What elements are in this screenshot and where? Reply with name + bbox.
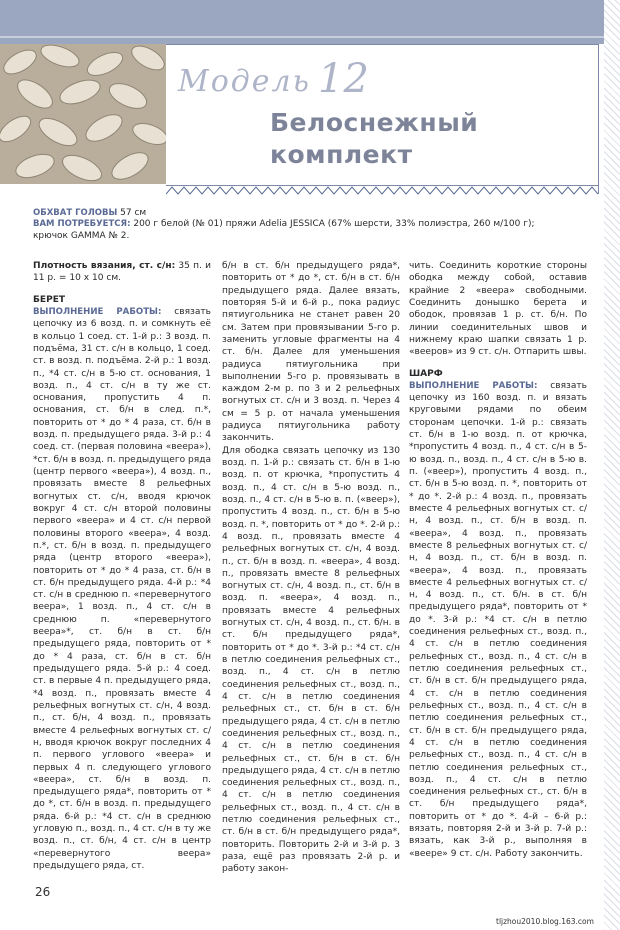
model-number: 12 xyxy=(318,56,369,102)
scarf-heading: ШАРФ xyxy=(409,368,443,379)
text-column-2 xyxy=(222,260,400,876)
text-column-1 xyxy=(33,260,211,872)
scarf-body: связать цепочку из 160 возд. п. и вязать круговыми рядами по обеим сторонам цепочки. 1-й р.: связать ст. б/н в 1-ю возд. п. от крючка, *пропустить 4 возд. п., 4 ст. с/н в 5-ю возд. п., возд. п., 4 ст. с/н в 5-ю в. п. («веер»), пропустить 4 возд. п., ст. б/н в 5-ю возд. п. *, повторить от * до *. 2-й р.: 4 возд. п., провязать вместе 4 рельефных вогнутых ст. с/н, 4 возд. п., ст. б/н в возд. п. «веера», 4 возд. п., провязать вместе 8 рельефных вогнутых ст. с/н, 4 возд. п., ст. б/н в возд. п. «веера», 4 возд. п., провязать вместе 4 рельефных вогнутых ст. с/н, 4 возд. п., ст. б/н. в ст. б/н предыдущего ряда*, повторить от * до *. 3-й р.: *4 ст. с/н в петлю соединения рельефных ст., возд. п., 4 ст. с/н в петлю соединения рельефных ст., возд. п., 4 ст. с/н в петлю соединения рельефных ст., ст. б/н в ст. б/н предыдущего ряда, 4 ст. с/н в петлю соединения рельефных ст., возд. п., 4 ст. с/н в петлю соединения рельефных ст., ст. б/н в ст. б/н предыдущего ряда, 4 ст. с/н в петлю соединения рельефных ст., возд. п., 4 ст. с/н в петлю соединения рельефных ст., возд. п., 4 ст. с/н в петлю соединения рельефных ст., ст. б/н в ст. б/н предыдущего ряда*, повторить от * до *. 4-й – 6-й р.: вязать, повторяя 2-й и 3-й р. 7-й р.: вязать, как 3-й р., выполняя в «веере» 9 ст. с/н. Работу закончить. xyxy=(409,380,587,859)
size-line xyxy=(33,208,593,219)
materials-label: ВАМ ПОТРЕБУЕТСЯ: xyxy=(33,219,131,230)
beret-heading: БЕРЕТ xyxy=(33,294,66,305)
page-title xyxy=(270,107,478,171)
page-number: 26 xyxy=(35,885,51,899)
model-label: Модель xyxy=(178,64,311,99)
materials-value: 200 г белой (№ 01) пряжи Adelia JESSICA (67% шерсти, 33% полиэстра, 260 м/100 г); xyxy=(133,219,535,230)
col2-paragraph-2: Для ободка связать цепочку из 130 возд. п. 1-й р.: связать ст. б/н в 1-ю возд. п. от крючка, *пропустить 4 возд. п., 4 ст. с/н в 5-ю возд. п., возд. п., 4 ст. с/н в 5-ю в. п. («веер»), пропустить 4 возд. п., ст. б/н в 5-ю возд. п. *, повторить от * до *. 2-й р.: 4 возд. п., провязать вместе 4 рельефных вогнутых ст. с/н, 4 возд. п., ст. б/н в возд. п. «веера», 4 возд. п., провязать вместе 8 рельефных вогнутых ст. с/н, 4 возд. п., ст. б/н в возд. п. «веера», 4 возд. п., провязать вместе 4 рельефных вогнутых ст. с/н, 4 возд. п., ст. б/н. в ст. б/н предыдущего ряда*, повторить от * до *. 3-й р.: *4 ст. с/н в петлю соединения рельефных ст., возд. п., 4 ст. с/н в петлю соединения рельефных ст., возд. п., 4 ст. с/н в петлю соединения рельефных ст., ст. б/н в ст. б/н предыдущего ряда, 4 ст. с/н в петлю соединения рельефных ст., возд. п., 4 ст. с/н в петлю соединения рельефных ст., ст. б/н в ст. б/н предыдущего ряда, 4 ст. с/н в петлю соединения рельефных ст., возд. п., 4 ст. с/н в петлю соединения рельефных ст., возд. п., 4 ст. с/н в петлю соединения рельефных ст., ст. б/н в ст. б/н предыдущего ряда*, повторить. Повторить 2-й и 3-й р. 3 раза, ещё раз провязать 2-й р. и работу закон- xyxy=(222,445,401,875)
col3-paragraph-1: чить. Соединить короткие стороны ободка между собой, оставив крайние 2 «веера» свободными. Соединить донышко берета и ободок, провязав 1 р. ст. б/н. По линии соединительных швов и нижнему краю шапки связать 1 р. «вееров» из 9 ст. с/н. Отпарить швы. xyxy=(409,261,587,358)
beret-exec-label: ВЫПОЛНЕНИЕ РАБОТЫ: xyxy=(33,306,162,317)
top-color-band xyxy=(0,0,620,44)
size-value: 57 см xyxy=(120,208,147,218)
size-label: ОБХВАТ ГОЛОВЫ xyxy=(33,208,118,218)
beret-body: связать цепочку из 6 возд. п. и сомкнуть её в кольцо 1 соед. ст. 1-й р.: 3 возд. п. подъёма, 31 ст. с/н в кольцо, 1 соед. ст. в возд. п. подъёма. 2-й р.: 1 возд. п., *4 ст. с/н в 5-ю ст. основания, 1 возд. п., 4 ст. с/н в ту же ст. основания, пропустить 4 п. основания, ст. б/н в след. п.*, повторить от * до * 4 раза, ст. б/н в возд. п. предыдущего ряда. 3-й р.: 4 соед. ст. (первая половина «веера»), *ст. б/н в возд. п. предыдущего ряда (центр первого «веера»), 4 возд. п., провязать вместе 8 рельефных вогнутых ст. с/н, вводя крючок вокруг 4 ст. с/н второй половины первого «веера» и 4 ст. с/н первой половины второго «веера», 4 возд. п.*, ст. б/н в возд. п. предыдущего ряда (центр второго «веера»), повторить от * до * 4 раза, ст. б/н в ст. б/н предыдущего ряда. 4-й р.: *4 ст. с/н в среднюю п. «перевернутого веера», 1 возд. п., 4 ст. с/н в среднюю п. «перевернутого веера»*, ст. б/н в ст. б/н предыдущего ряда, повторить от * до * 4 раза, ст. б/н в ст. б/н предыдущего ряда. 5-й р.: 4 соед. ст. в первые 4 п. предыдущего ряда, *4 возд. п., провязать вместе 4 рельефных вогнутых ст. с/н, 4 возд. п., ст. б/н, 4 возд. п., провязать вместе 4 рельефных вогнутых ст. с/н, вводя крючок вокруг последних 4 п. первого углового «веера» и первых 4 п. следующего углового «веера», ст. б/н в возд. п. предыдущего ряда*, повторить от * до *, ст. б/н в возд. п. предыдущего ряда. 6-й р.: *4 ст. с/н в среднюю угловую п., возд. п., 4 ст. с/н в ту же возд. п., ст. б/н, 4 ст. с/н в центр «перевернутого веера» предыдущего ряда, ст. xyxy=(33,306,211,871)
density-line xyxy=(33,260,211,285)
col2-paragraph-1: б/н в ст. б/н предыдущего ряда*, повторить от * до *, ст. б/н в ст. б/н предыдущего ряда. Далее вязать, повторяя 5-й и 6-й р., пока радиус пятиугольника не станет равен 20 см. Затем при провязывании 5-го р. заменить угловые фрагменты на 4 ст. б/н. Далее для уменьшения радиуса пятиугольника при выполнении 5-го р. провязывать в каждом 2-м р. по 3 и 2 рельефных вогнутых ст. с/н и 3 возд. п. Через 4 см = 5 р. от начала уменьшения радиуса пятиугольника работу закончить. xyxy=(222,261,400,444)
title-panel-rail xyxy=(598,44,599,194)
density-value: 35 п. и 11 р. = 10 x 10 см. xyxy=(33,261,211,284)
title-line-1: Белоснежный xyxy=(270,108,479,137)
knit-texture-photo xyxy=(0,44,166,184)
scarf-instructions xyxy=(409,380,587,860)
title-line-2: комплект xyxy=(270,140,413,169)
scarf-exec-label: ВЫПОЛНЕНИЕ РАБОТЫ: xyxy=(409,380,538,391)
hook-line: крючок GAMMA № 2. xyxy=(33,230,130,241)
density-label: Плотность вязания, ст. с/н: xyxy=(33,261,176,271)
side-pattern-strip xyxy=(604,0,620,930)
text-column-3 xyxy=(409,260,587,860)
watermark-text: tljzhou2010.blog.163.com xyxy=(496,917,594,926)
beret-instructions xyxy=(33,306,211,872)
project-specs xyxy=(33,208,593,242)
zigzag-divider xyxy=(166,186,598,195)
materials-line xyxy=(33,219,593,230)
